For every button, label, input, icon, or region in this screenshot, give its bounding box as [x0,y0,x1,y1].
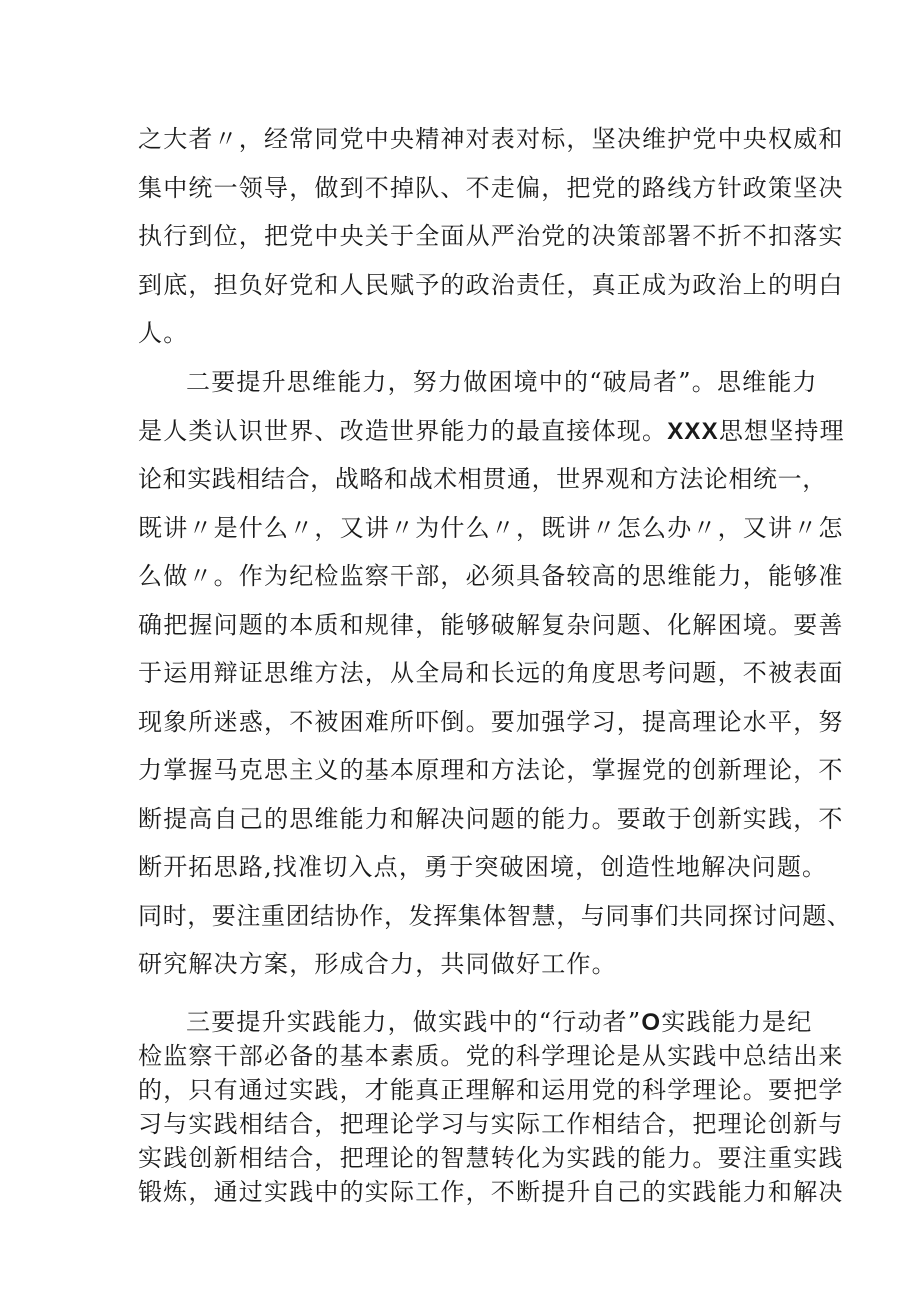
redacted-name: XXX [667,418,719,445]
text-line: 检监察干部必备的基本素质。党的科学理论是从实践中总结出来 [138,1042,844,1070]
text-line: 力掌握马克思主义的基本原理和方法论，掌握党的创新理论，不 [138,756,844,784]
text-line: 断开拓思路,找准切入点，勇于突破困境，创造性地解决问题。 [138,853,828,881]
text-line: 之大者〃，经常同党中央精神对表对标，坚决维护党中央权威和 [138,125,844,153]
text-line: 到底，担负好党和人民赋予的政治责任，真正成为政治上的明白 [138,271,844,299]
stray-character: O [641,1009,662,1036]
text-line: 锻炼，通过实践中的实际工作，不断提升自己的实践能力和解决 [138,1178,844,1206]
text-line: 确把握问题的本质和规律，能够破解复杂问题、化解困境。要善 [138,611,844,639]
text-line: 论和实践相结合，战略和战术相贯通，世界观和方法论相统一， [138,465,827,493]
text-line: 集中统一领导，做到不掉队、不走偏，把党的路线方针政策坚决 [138,174,844,202]
text-line [186,1007,812,1038]
text-span: 是人类认识世界、改造世界能力的最直接体现。 [138,417,668,445]
text-line: 于运用辩证思维方法，从全局和长远的角度思考问题，不被表面 [138,659,844,687]
text-line [138,416,845,447]
text-span: 三要提升实践能力，做实践中的“行动者” [186,1008,642,1036]
text-line: 既讲〃是什么〃，又讲〃为什么〃，既讲〃怎么办〃，又讲〃怎 [138,514,844,542]
text-line: 研究解决方案，形成合力，共同做好工作。 [138,950,617,978]
text-line: 实践创新相结合，把理论的智慧转化为实践的能力。要注重实践 [138,1144,844,1172]
text-line: 二要提升思维能力，努力做困境中的“破局者”。思维能力 [186,368,818,396]
text-line: 人。 [138,319,189,347]
text-line: 断提高自己的思维能力和解决问题的能力。要敢于创新实践，不 [138,805,844,833]
text-line: 同时，要注重团结协作，发挥集体智慧，与同事们共同探讨问题、 [138,902,852,930]
text-line: 习与实践相结合，把理论学习与实际工作相结合，把理论创新与 [138,1110,844,1138]
text-span: 思想坚持理 [718,417,845,445]
text-line: 的，只有通过实践，才能真正理解和运用党的科学理论。要把学 [138,1076,844,1104]
text-line: 么做〃。作为纪检监察干部，必须具备较高的思维能力，能够准 [138,562,844,590]
text-span: 实践能力是纪 [661,1008,813,1036]
text-line: 现象所迷惑，不被困难所吓倒。要加强学习，提高理论水平，努 [138,708,844,736]
text-line: 执行到位，把党中央关于全面从严治党的决策部署不折不扣落实 [138,222,844,250]
